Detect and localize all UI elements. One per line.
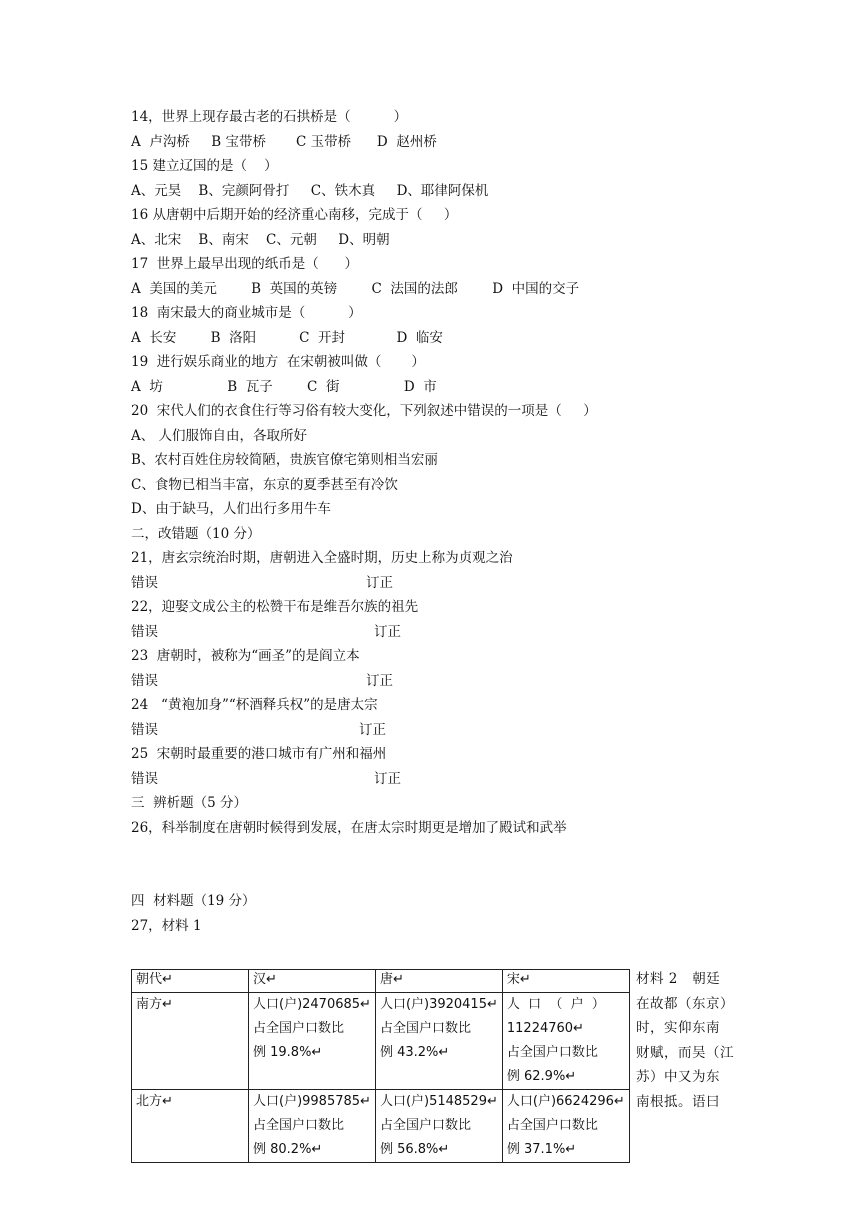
question-line: 23 唐朝时，被称为“画圣”的是阎立本 (131, 648, 360, 664)
question-line: 错误 (131, 673, 158, 689)
question-line: A、北宋 B、南宋 C、元朝 D、明朝 (131, 232, 390, 248)
question-line: 错误 (131, 575, 158, 591)
question-line: 26，科举制度在唐朝时候得到发展，在唐太宗时期更是增加了殿试和武举 (131, 820, 567, 836)
cell-south-song: 人 口 （ 户 ） 11224760↵ 占全国户口数比 例 62.9%↵ (502, 993, 629, 1090)
correction-label: 订正 (374, 771, 401, 787)
question-line: A、元昊 B、完颜阿骨打 C、铁木真 D、耶律阿保机 (131, 183, 489, 199)
question-line: 16 从唐朝中后期开始的经济重心南移，完成于（ ） (131, 207, 458, 223)
question-line: 四 材料题（19 分） (131, 893, 256, 909)
row-label-south: 南方↵ (132, 993, 249, 1090)
question-line: 20 宋代人们的衣食住行等习俗有较大变化，下列叙述中错误的一项是（ ） (131, 403, 597, 419)
correction-label: 订正 (374, 624, 401, 640)
header-dynasty: 朝代↵ (132, 970, 249, 993)
header-song: 宋↵ (502, 970, 629, 993)
correction-label: 订正 (366, 575, 393, 591)
cell-north-tang: 人口(户)5148529↵ 占全国户口数比 例 56.8%↵ (375, 1090, 502, 1163)
row-label-north: 北方↵ (132, 1090, 249, 1163)
correction-label: 订正 (366, 673, 393, 689)
question-line: 15 建立辽国的是（ ） (131, 158, 278, 174)
question-line: A 坊 B 瓦子 C 街 D 市 (131, 379, 437, 395)
cell-north-song: 人口(户)6624296↵ 占全国户口数比 例 37.1%↵ (502, 1090, 629, 1163)
question-line: 二，改错题（10 分） (131, 526, 261, 542)
question-line: 17 世界上最早出现的纸币是（ ） (131, 256, 359, 272)
material2-line: 苏）中又为东 (636, 1069, 720, 1085)
question-line: 25 宋朝时最重要的港口城市有广州和福州 (131, 746, 387, 762)
cell-north-han: 人口(户)9985785↵ 占全国户口数比 例 80.2%↵ (249, 1090, 376, 1163)
table-row (132, 1090, 630, 1163)
table-row (132, 993, 630, 1090)
material2-line: 南根抵。语曰 (636, 1093, 720, 1110)
question-line: 14，世界上现存最古老的石拱桥是（ ） (131, 109, 408, 125)
table-header-row (132, 970, 630, 993)
question-line: 三 辨析题（5 分） (131, 795, 247, 811)
question-line: A、 人们服饰自由，各取所好 (131, 428, 308, 444)
question-line: 24 “黄袍加身”“杯酒释兵权”的是唐太宗 (131, 697, 378, 713)
header-han: 汉↵ (249, 970, 376, 993)
material2-line: 时，实仰东南 (636, 1020, 720, 1036)
question-line: 21，唐玄宗统治时期，唐朝进入全盛时期，历史上称为贞观之治 (131, 550, 513, 566)
question-line: 错误 (131, 624, 158, 640)
question-line: B、农村百姓住房较简陋，贵族官僚宅第则相当宏丽 (131, 452, 438, 468)
correction-label: 订正 (359, 722, 386, 738)
question-line: A 卢沟桥 B 宝带桥 C 玉带桥 D 赵州桥 (131, 134, 437, 150)
question-line: 18 南宋最大的商业城市是（ ） (131, 305, 362, 321)
question-line: D、由于缺马，人们出行多用牛车 (131, 501, 331, 517)
question-line: 19 进行娱乐商业的地方 在宋朝被叫做（ ） (131, 354, 425, 370)
question-line: 错误 (131, 771, 158, 787)
question-line: 22，迎娶文成公主的松赞干布是维吾尔族的祖先 (131, 599, 419, 615)
material2-text (636, 967, 736, 1114)
header-tang: 唐↵ (375, 970, 502, 993)
question-line: A 美国的美元 B 英国的英镑 C 法国的法郎 D 中国的交子 (131, 281, 580, 297)
cell-south-tang: 人口(户)3920415↵ 占全国户口数比 例 43.2%↵ (375, 993, 502, 1090)
question-line: 错误 (131, 722, 158, 738)
cell-south-han: 人口(户)2470685↵ 占全国户口数比 例 19.8%↵ (249, 993, 376, 1090)
question-line: 27，材料 1 (131, 918, 202, 934)
material1-table (131, 969, 630, 1163)
question-line: A 长安 B 洛阳 C 开封 D 临安 (131, 330, 443, 346)
question-line: C、食物已相当丰富，东京的夏季甚至有冷饮 (131, 477, 398, 493)
material2-line: 在故都（东京） (636, 995, 734, 1012)
material2-line: 材料 2 朝廷 (636, 971, 721, 987)
material2-line: 财赋，而吴（江 (636, 1044, 734, 1061)
